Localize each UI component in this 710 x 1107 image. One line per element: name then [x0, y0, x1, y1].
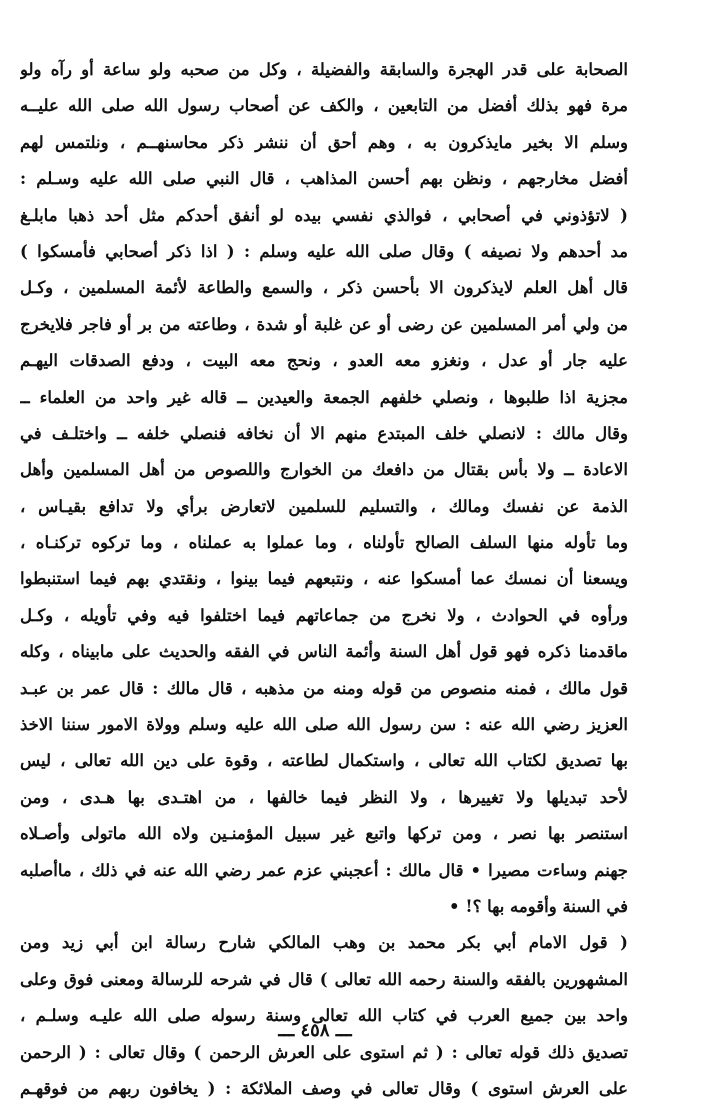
page-number: ـــ ٤٥٨ ـــ: [278, 1020, 352, 1041]
text-line-11: وقال مالك : لانصلي خلف المبتدع منهم الا أن نخافه فنصلي خلفه ــ واختلـف في: [20, 423, 628, 443]
text-line-8: من ولي أمر المسلمين عن رضى أو عن غلبة أو شدة ، وطاعته من بر أو فاجر فلايخرج: [20, 314, 628, 334]
text-line-6: مد أحدهم ولا نصيفه ) وقال صلى الله عليه وسلم : ( اذا ذكر أصحابي فأمسكوا ): [20, 241, 628, 261]
text-line-27: واحد بين جميع العرب في كتاب الله تعالى وسنة رسوله صلى الله عليـه وسلـم ،: [20, 1006, 628, 1026]
text-line-9: عليه جار أو عدل ، ونغزو معه العدو ، ونحج معه البيت ، ودفع الصدقات اليهـم: [20, 351, 628, 371]
text-line-28: تصديق ذلك قوله تعالى : ( ثم استوى على العرش الرحمن ) وقال تعالى : ( الرحمن: [20, 1042, 628, 1062]
text-line-5: ( لاتؤذوني في أصحابي ، فوالذي نفسي بيده لو أنفق أحدكم مثل أحد ذهبا مابلـغ: [20, 205, 628, 225]
text-line-10: مجزية اذا طلبوها ، ونصلي خلفهم الجمعة والعيدين ــ قاله غير واحد من العلماء ــ: [20, 387, 628, 407]
text-line-23: جهنم وساءت مصيرا • قال مالك : أعجبني عزم عمر رضي الله عنه في ذلك ، ماأصلبه: [20, 860, 628, 880]
text-line-21: لأحد تبديلها ولا تغييرها ، ولا النظر فيما خالفها ، من اهتـدى بها هـدى ، ومن: [20, 787, 628, 807]
text-line-3: وسلم الا بخير مايذكرون به ، وهم أحق أن ننشر ذكر محاسنهــم ، ونلتمس لهم: [20, 132, 628, 152]
text-line-18: قول مالك ، فمنه منصوص من قوله ومنه من مذهبه ، قال مالك : قال عمر بن عبـد: [20, 678, 628, 698]
text-line-15: ويسعنا أن نمسك عما أمسكوا عنه ، ونتبعهم فيما بينوا ، ونقتدي بهم فيما استنبطوا: [20, 569, 628, 589]
text-line-24: في السنة وأقومه بها ؟! •: [449, 896, 628, 916]
text-line-14: وما تأوله منها السلف الصالح تأولناه ، وما عملوا به عملناه ، وما تركوه تركنـاه ،: [20, 533, 628, 553]
text-line-1: الصحابة على قدر الهجرة والسابقة والفضيلة ، وكل من صحبه ولو ساعة أو رآه ولو: [20, 60, 628, 79]
text-line-13: الذمة عن نفسك ومالك ، والتسليم للسلمين لاتعارض برأي ولا تدافع بقيـاس ،: [20, 496, 628, 516]
text-line-19: العزيز رضي الله عنه : سن رسول الله صلى الله عليه وسلم وولاة الامور سننا الاخذ: [20, 715, 628, 735]
text-line-20: بها تصديق لكتاب الله تعالى ، واستكمال لطاعته ، وقوة على دين الله تعالى ، ليس: [20, 751, 628, 771]
text-line-17: ماقدمنا ذكره فهو قول أهل السنة وأئمة الناس في الفقه والحديث على مابيناه ، وكله: [20, 642, 628, 662]
text-line-22: استنصر بها نصر ، ومن تركها واتبع غير سبيل المؤمنـين ولاه الله ماتولى وأصـلاه: [20, 824, 628, 844]
text-line-7: قال أهل العلم لايذكرون الا بأحسن ذكر ، والسمع والطاعة لأئمة المسلمين ، وكـل: [20, 278, 628, 298]
text-line-4: أفضل مخارجهم ، ونظن بهم أحسن المذاهب ، قال النبي صلى الله عليه وسـلم :: [20, 169, 628, 189]
text-line-16: ورأوه في الحوادث ، ولا نخرج من جماعاتهم فيما اختلفوا فيه وفي تأويله ، وكـل: [20, 605, 628, 625]
body-text: [20, 52, 628, 1107]
text-line-29: على العرش استوى ) وقال تعالى في وصف الملائكة : ( يخافون ربهم من فوقهـم: [20, 1078, 628, 1098]
text-line-25: ( قول الامام أبي بكر محمد بن وهب المالكي شارح رسالة ابن أبي زيد ومن: [20, 933, 628, 953]
text-line-2: مرة فهو بذلك أفضل من التابعين ، والكف عن أصحاب رسول الله صلى الله عليــه: [20, 96, 628, 116]
text-line-26: المشهورين بالفقه والسنة رحمه الله تعالى ) قال في شرحه للرسالة ومعنى فوق وعلى: [20, 969, 628, 989]
text-line-12: الاعادة ــ ولا بأس بقتال من دافعك من الخوارج واللصوص من أهل المسلمين وأهل: [20, 460, 628, 480]
